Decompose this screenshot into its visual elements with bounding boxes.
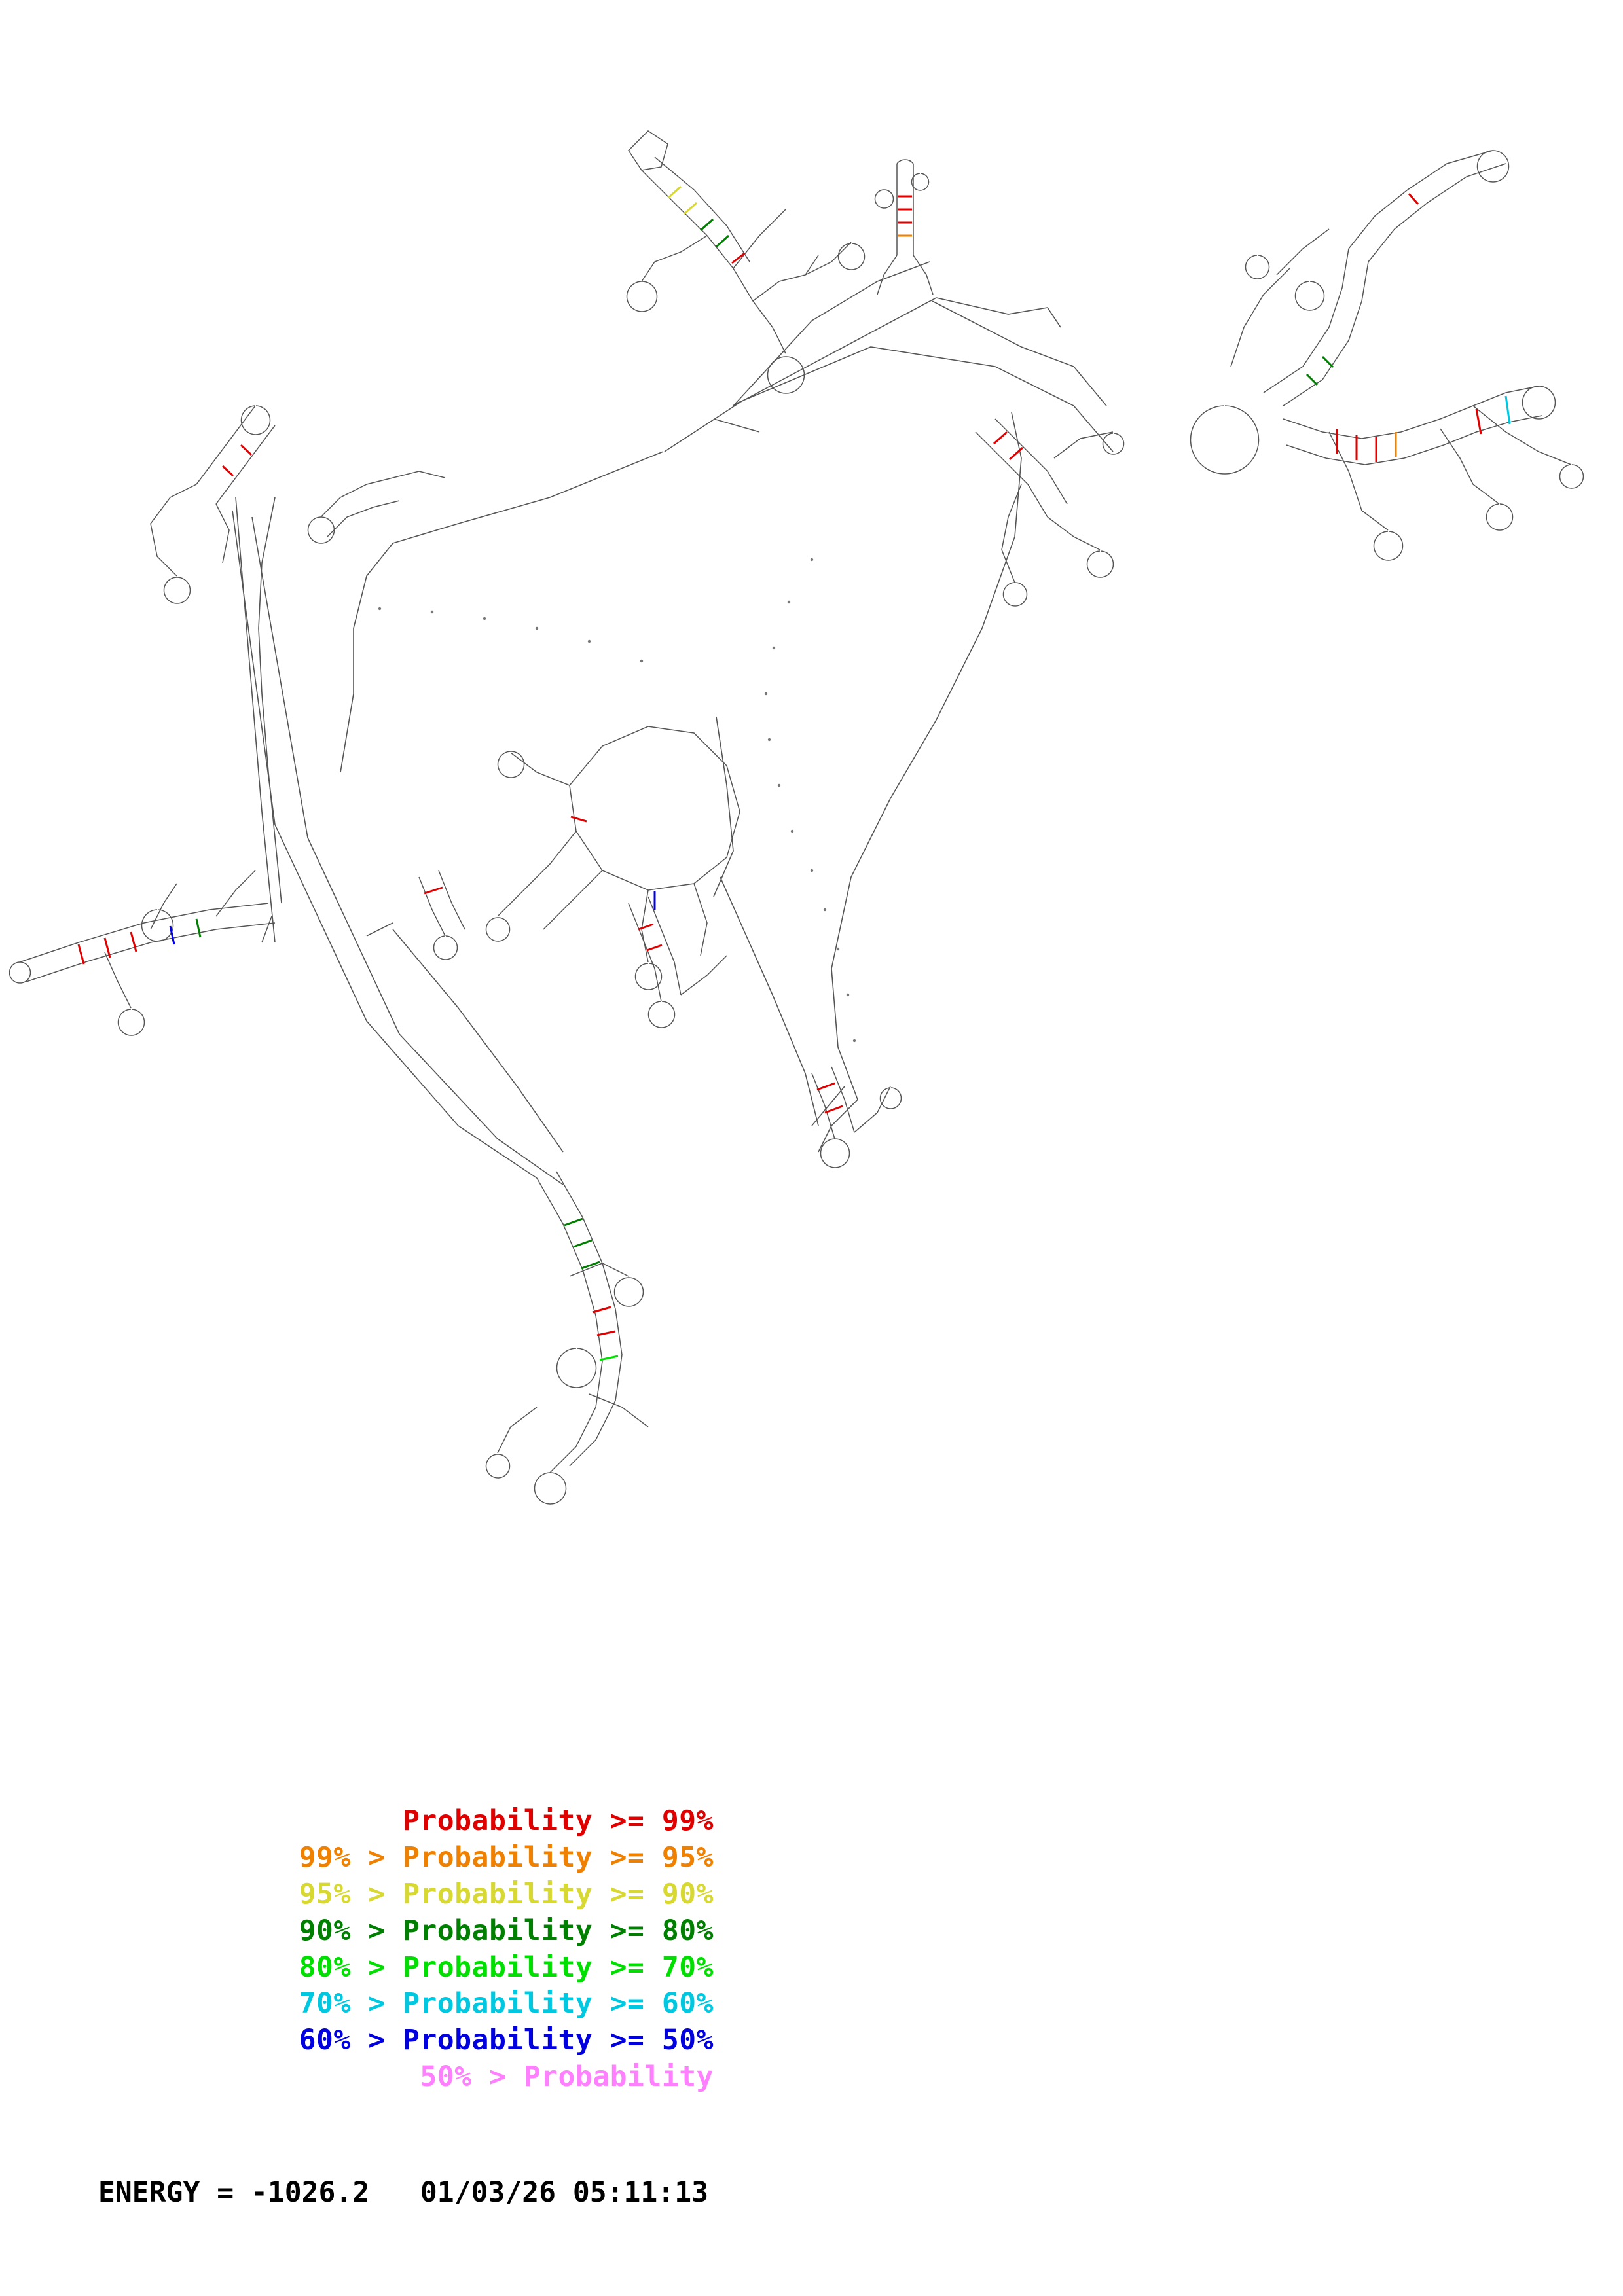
helix-cluster-middle-right (976, 419, 1124, 606)
legend-row-70 (98, 1950, 714, 1986)
legend-label: 60% > Probability >= 50% (299, 2024, 714, 2057)
legend-label: 90% > Probability >= 80% (299, 1914, 714, 1947)
hairpin-lower-right (812, 1067, 902, 1168)
helix-cluster-left (151, 406, 445, 603)
central-multibranch-loop (486, 726, 740, 990)
legend-label: 80% > Probability >= 70% (299, 1950, 714, 1984)
helix-cluster-bottom-center (629, 897, 727, 1028)
nucleotide-markers (378, 558, 856, 1042)
legend-row-95 (98, 1840, 714, 1876)
probability-legend (98, 1803, 884, 2096)
legend-label: 99% > Probability >= 95% (299, 1840, 714, 1874)
legend-label: Probability >= 99% (403, 1804, 714, 1837)
energy-timestamp-line: ENERGY = -1026.2 01/03/26 05:11:13 (98, 2176, 708, 2209)
helix-cluster-left-lower (10, 870, 276, 1035)
legend-label: 95% > Probability >= 90% (299, 1877, 714, 1910)
legend-row-99 (98, 1803, 714, 1840)
legend-label: 70% > Probability >= 60% (299, 1987, 714, 2020)
legend-row-50 (98, 2022, 714, 2059)
legend-row-80 (98, 1913, 714, 1950)
legend-label: 50% > Probability (420, 2060, 714, 2094)
helix-cluster-upper-left (627, 131, 865, 393)
helix-cluster-lower-diagonal (486, 1172, 648, 1504)
backbone-paths (232, 262, 1113, 1185)
hairpin-center-left (419, 870, 465, 960)
hairpin-top-middle (875, 160, 933, 295)
helix-cluster-upper-right (1191, 151, 1584, 560)
legend-row-60 (98, 1986, 714, 2022)
legend-row-90 (98, 1876, 714, 1913)
legend-row-below-50 (98, 2059, 714, 2096)
